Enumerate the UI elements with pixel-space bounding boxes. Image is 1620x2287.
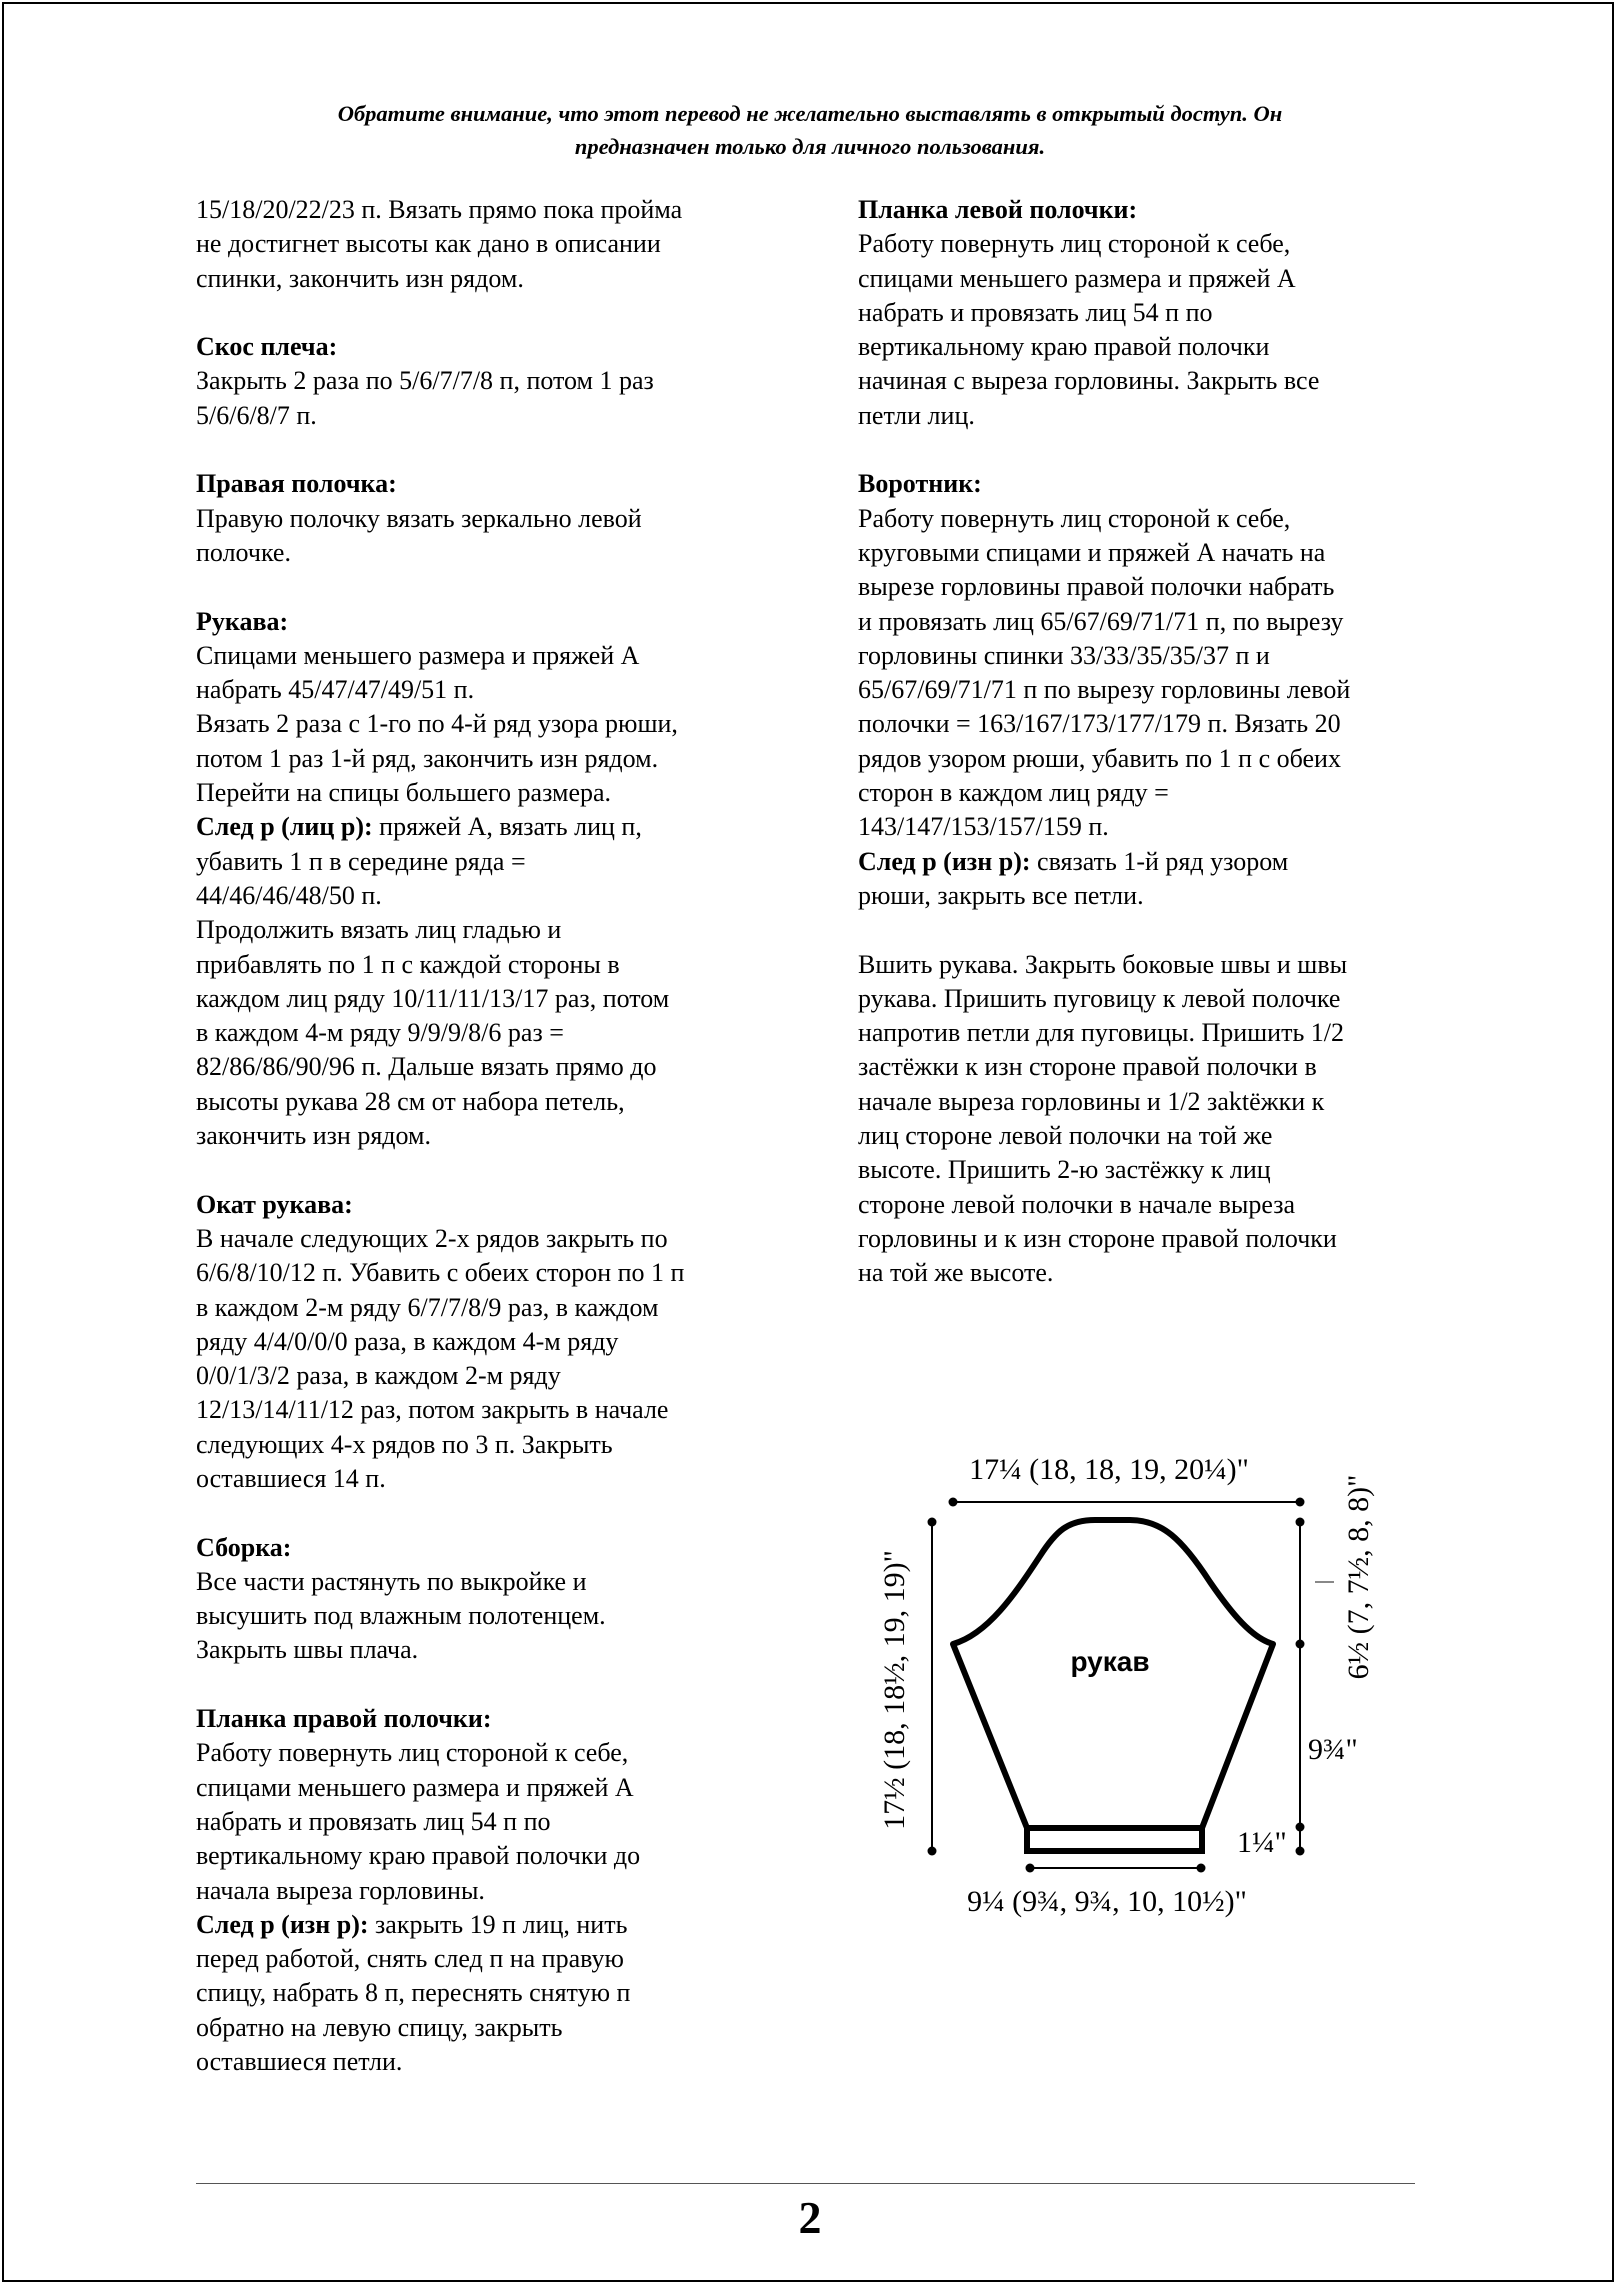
dimension-dot <box>928 1847 937 1856</box>
text-line: не достигнет высоты как дано в описании <box>196 229 661 259</box>
text-line: 82/86/86/90/96 п. Дальше вязать прямо до <box>196 1052 657 1082</box>
text-line: потом 1 раз 1-й ряд, закончить изн рядом. <box>196 743 659 773</box>
dimension-dot <box>949 1498 958 1507</box>
dimension-dot <box>928 1518 937 1527</box>
text-line: закончить изн рядом. <box>196 1121 431 1151</box>
text-line: напротив петли для пуговицы. Пришить 1/2 <box>858 1018 1345 1048</box>
notice-line-1: Обратите внимание, что этот перевод не желательно выставлять в открытый доступ. Он <box>337 101 1283 126</box>
text-line: 5/6/6/8/7 п. <box>196 400 317 430</box>
text-line: лиц стороне левой полочки на той же <box>858 1121 1273 1151</box>
section-heading: Рукава: <box>196 606 289 636</box>
dimension-dot <box>1296 1498 1305 1507</box>
text-line: ряду 4/4/0/0/0 раза, в каждом 4-м ряду <box>196 1326 619 1356</box>
text-line: Работу повернуть лиц стороной к себе, <box>858 229 1291 259</box>
dimension-dot <box>1296 1847 1305 1856</box>
text-line: оставшиеся 14 п. <box>196 1463 386 1493</box>
text-line: Работу повернуть лиц стороной к себе, <box>196 1738 629 1768</box>
section-heading: Скос плеча: <box>196 332 338 362</box>
text-line: набрать и провязать лиц 54 п по <box>196 1806 551 1836</box>
text-line: спицами меньшего размера и пряжей А <box>196 1772 634 1802</box>
text-line: 143/147/153/157/159 п. <box>858 812 1109 842</box>
text-line: прибавлять по 1 п с каждой стороны в <box>196 949 620 979</box>
text-line: перед работой, снять след п на правую <box>196 1944 624 1974</box>
text-line: круговыми спицами и пряжей А начать на <box>858 537 1326 567</box>
finishing-section <box>858 948 1468 1291</box>
text-line: Вязать 2 раза с 1-го по 4-й ряд узора рюши, <box>196 709 678 739</box>
text-line: застёжки к изн стороне правой полочки в <box>858 1052 1317 1082</box>
body-length-label: 9¾" <box>1308 1733 1358 1766</box>
text-line: 15/18/20/22/23 п. Вязать прямо пока пройма <box>196 195 683 224</box>
text-line: высушить под влажным полотенцем. <box>196 1601 606 1631</box>
text-line: полочке. <box>196 537 291 567</box>
right-band-section <box>196 1702 796 2079</box>
assembly-section <box>196 1531 796 1668</box>
sleeve-label: рукав <box>1070 1646 1150 1677</box>
text-line: сторон в каждом лиц ряду = <box>858 778 1169 808</box>
notice <box>195 97 1425 163</box>
text-line: стороне левой полочки в начале выреза <box>858 1189 1295 1219</box>
text-line <box>196 810 796 844</box>
section-heading: Правая полочка: <box>196 469 397 499</box>
text-line: высоты рукава 28 см от набора петель, <box>196 1086 625 1116</box>
text-line: 6/6/8/10/12 п. Убавить с обеих сторон по 1 п <box>196 1258 685 1288</box>
text-line <box>196 1908 796 1942</box>
text-line: начиная с выреза горловины. Закрыть все <box>858 366 1320 396</box>
section-heading: Сборка: <box>196 1532 292 1562</box>
section-heading: Планка левой полочки: <box>858 195 1138 224</box>
text-line: обратно на левую спицу, закрыть <box>196 2012 563 2042</box>
text-line: Работу повернуть лиц стороной к себе, <box>858 503 1291 533</box>
text-line: в каждом 4-м ряду 9/9/9/8/6 раз = <box>196 1018 564 1048</box>
text-line: оставшиеся петли. <box>196 2047 403 2077</box>
text-line: 44/46/46/48/50 п. <box>196 880 382 910</box>
text-line: вырезе горловины правой полочки набрать <box>858 572 1335 602</box>
right-column <box>858 193 1468 1325</box>
text-line: спицами меньшего размера и пряжей А <box>858 263 1296 293</box>
text-line: петли лиц. <box>858 400 975 430</box>
text-line: полочки = 163/167/173/177/179 п. Вязать 20 <box>858 709 1341 739</box>
collar-section <box>858 467 1468 913</box>
text-line: рукава. Пришить пуговицу к левой полочке <box>858 983 1341 1013</box>
dimension-dot <box>1026 1864 1035 1873</box>
page-number: 2 <box>798 2192 822 2243</box>
text-line: Все части растянуть по выкройке и <box>196 1566 587 1596</box>
sleeve-cuff <box>1027 1828 1202 1851</box>
text-line: Закрыть швы плача. <box>196 1635 419 1665</box>
text-line: набрать 45/47/47/49/51 п. <box>196 675 475 705</box>
text-line: рюши, закрыть все петли. <box>858 880 1144 910</box>
text-line: следующих 4-х рядов по 3 п. Закрыть <box>196 1429 613 1459</box>
text-line: на той же высоте. <box>858 1258 1054 1288</box>
text-line: набрать и провязать лиц 54 п по <box>858 297 1213 327</box>
text-line: 0/0/1/3/2 раза, в каждом 2-м ряду <box>196 1361 561 1391</box>
text-line: вертикальному краю правой полочки до <box>196 1841 641 1871</box>
text-line: начале выреза горловины и 1/2 заktёжки к <box>858 1086 1325 1116</box>
bottom-width-label: 9¼ (9¾, 9¾, 10, 10½)" <box>967 1885 1247 1918</box>
cap-height-label: 6½ (7, 7½, 8, 8)" <box>1342 1474 1375 1680</box>
row-text: пряжей А, вязать лиц п, <box>372 812 642 842</box>
text-line: в каждом 2-м ряду 6/7/7/8/9 раз, в каждом <box>196 1292 659 1322</box>
text-line: спинки, закончить изн рядом. <box>196 263 524 293</box>
notice-line-2: предназначен только для личного пользования. <box>574 134 1046 159</box>
text-line: Правую полочку вязать зеркально левой <box>196 503 642 533</box>
row-label: След р (изн р): <box>196 1909 369 1939</box>
sleeve-diagram <box>860 1444 1420 1930</box>
row-text: закрыть 19 п лиц, нить <box>368 1909 628 1939</box>
top-width-label: 17¼ (18, 18, 19, 20¼)" <box>969 1453 1249 1486</box>
text-line: и провязать лиц 65/67/69/71/71 п, по вырезу <box>858 606 1344 636</box>
text-line: горловины и к изн стороне правой полочки <box>858 1223 1337 1253</box>
section-heading: Планка правой полочки: <box>196 1704 492 1734</box>
text-line: Спицами меньшего размера и пряжей А <box>196 640 640 670</box>
text-line: спицу, набрать 8 п, переснять снятую п <box>196 1978 631 2008</box>
row-text: связать 1-й ряд узором <box>1030 846 1289 876</box>
text-line <box>858 845 1468 879</box>
text-line: начала выреза горловины. <box>196 1875 485 1905</box>
text-line: рядов узором рюши, убавить по 1 п с обеих <box>858 743 1341 773</box>
left-band-section <box>858 193 1468 433</box>
text-line: Вшить рукава. Закрыть боковые швы и швы <box>858 949 1348 979</box>
text-line: горловины спинки 33/33/35/35/37 п и <box>858 640 1270 670</box>
text-line: вертикальному краю правой полочки <box>858 332 1270 362</box>
sleeves-section <box>196 605 796 1154</box>
footer-rule <box>196 2183 1415 2184</box>
sleeve-schematic <box>860 1444 1420 1930</box>
text-line: Закрыть 2 раза по 5/6/7/7/8 п, потом 1 раз <box>196 366 654 396</box>
dimension-dot <box>1296 1518 1305 1527</box>
text-line: Продолжить вязать лиц гладью и <box>196 915 562 945</box>
left-column <box>196 193 796 2114</box>
text-line: высоте. Пришить 2-ю застёжку к лиц <box>858 1155 1271 1185</box>
text-line: Перейти на спицы большего размера. <box>196 778 612 808</box>
right-front-section <box>196 467 796 570</box>
text-line: каждом лиц ряду 10/11/11/13/17 раз, потом <box>196 983 670 1013</box>
text-line: В начале следующих 2-х рядов закрыть по <box>196 1223 668 1253</box>
dimension-dot <box>1197 1864 1206 1873</box>
row-label: След р (лиц р): <box>196 812 373 842</box>
text-line: 65/67/69/71/71 п по вырезу горловины левой <box>858 675 1351 705</box>
sleeve-cap-section <box>196 1188 796 1497</box>
section-heading: Воротник: <box>858 469 982 499</box>
total-length-label: 17½ (18, 18½, 19, 19)" <box>878 1550 911 1830</box>
text-line: 12/13/14/11/12 раз, потом закрыть в начале <box>196 1395 669 1425</box>
cuff-height-label: 1¼" <box>1237 1826 1287 1859</box>
intro-section <box>196 193 796 296</box>
shoulder-section <box>196 330 796 433</box>
text-line: убавить 1 п в середине ряда = <box>196 846 526 876</box>
section-heading: Окат рукава: <box>196 1189 353 1219</box>
row-label: След р (изн р): <box>858 846 1031 876</box>
